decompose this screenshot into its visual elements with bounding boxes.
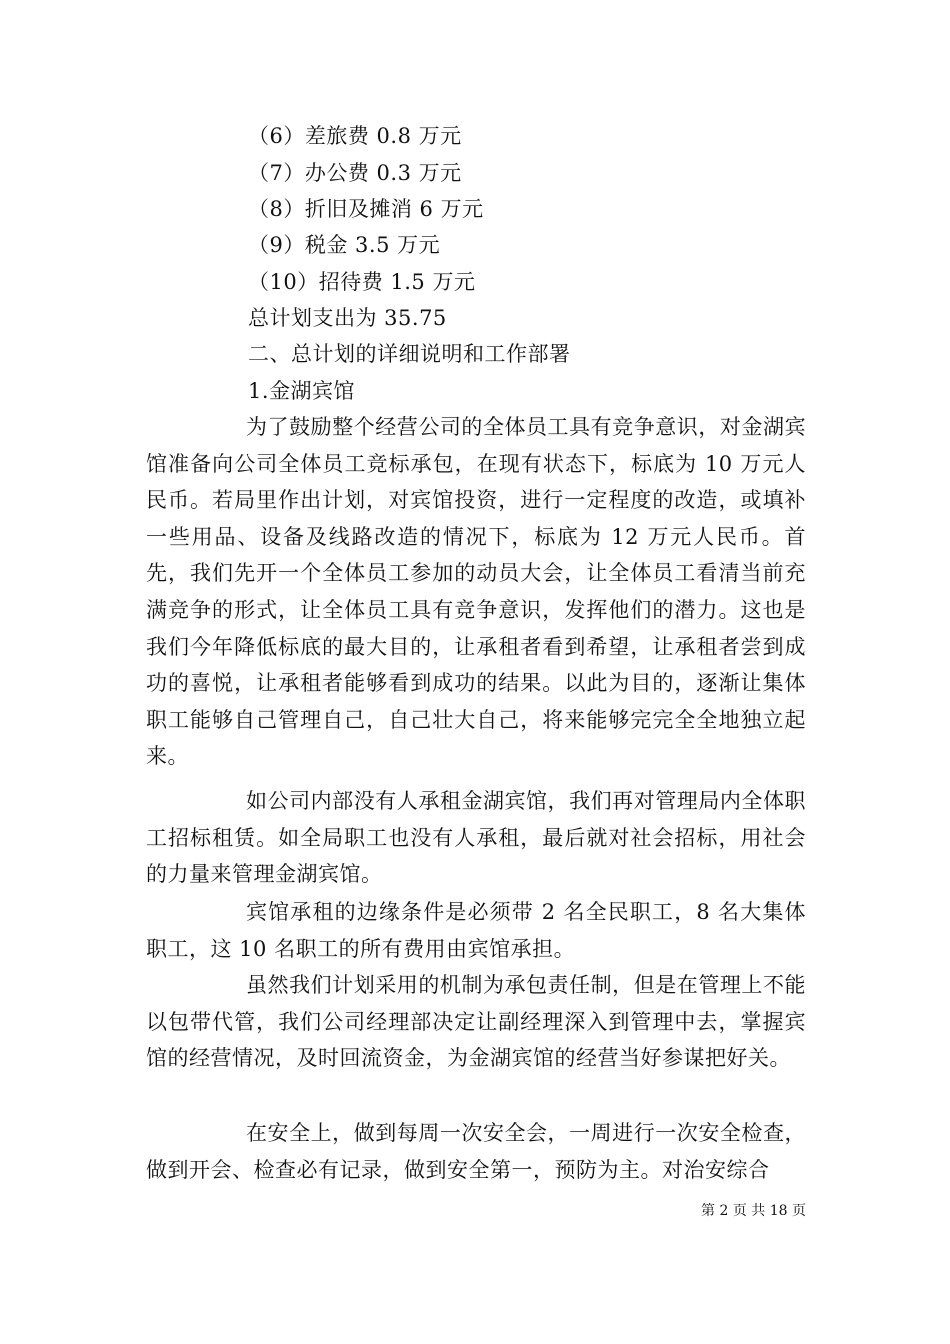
body-paragraph: 在安全上，做到每周一次安全会，一周进行一次安全检查，做到开会、检查必有记录，做到安全第一，预防为主。对治安综合 [146, 1121, 806, 1182]
subsection-heading: 1.金湖宾馆 [248, 379, 356, 403]
body-paragraph: 如公司内部没有人承租金湖宾馆，我们再对管理局内全体职工招标租赁。如全局职工也没有人承租，最后就对社会招标，用社会的力量来管理金湖宾馆。 [146, 789, 806, 887]
expense-item: （9）税金 3.5 万元 [248, 233, 441, 257]
section-heading: 二、总计划的详细说明和工作部署 [248, 342, 571, 366]
body-paragraph: 虽然我们计划采用的机制为承包责任制，但是在管理上不能以包带代管，我们公司经理部决定让副经理深入到管理中去，掌握宾馆的经营情况，及时回流资金，为金湖宾馆的经营当好参谋把好关。 [146, 973, 806, 1071]
body-paragraph: 为了鼓励整个经营公司的全体员工具有竞争意识，对金湖宾馆准备向公司全体员工竞标承包，在现有状态下，标底为 10 万元人民币。若局里作出计划，对宾馆投资，进行一定程度的改造，或填补一些用品、设备及线路改造的情况下，标底为 12 万元人民币。首先，我们先开一个全体员工参加的动员大会，让全体员工看清当前充满竞争的形式，让全体员工具有竞争意识，发挥他们的潜力。这也是我们今年降低标底的最大目的，让承租者看到希望，让承租者尝到成功的喜悦，让承租者能够看到成功的结果。以此为目的，逐渐让集体职工能够自己管理自己，自己壮大自己，将来能够完完全全地独立起来。 [146, 415, 806, 769]
total-expense-line: 总计划支出为 35.75 [248, 306, 447, 330]
expense-item: （7）办公费 0.3 万元 [248, 161, 462, 185]
expense-item: （8）折旧及摊消 6 万元 [248, 197, 484, 221]
body-paragraph: 宾馆承租的边缘条件是必须带 2 名全民职工，8 名大集体职工，这 10 名职工的所有费用由宾馆承担。 [146, 900, 806, 961]
expense-item: （10）招待费 1.5 万元 [248, 270, 476, 294]
page-number-footer: 第 2 页 共 18 页 [701, 1203, 806, 1219]
expense-item: （6）差旅费 0.8 万元 [248, 124, 462, 148]
